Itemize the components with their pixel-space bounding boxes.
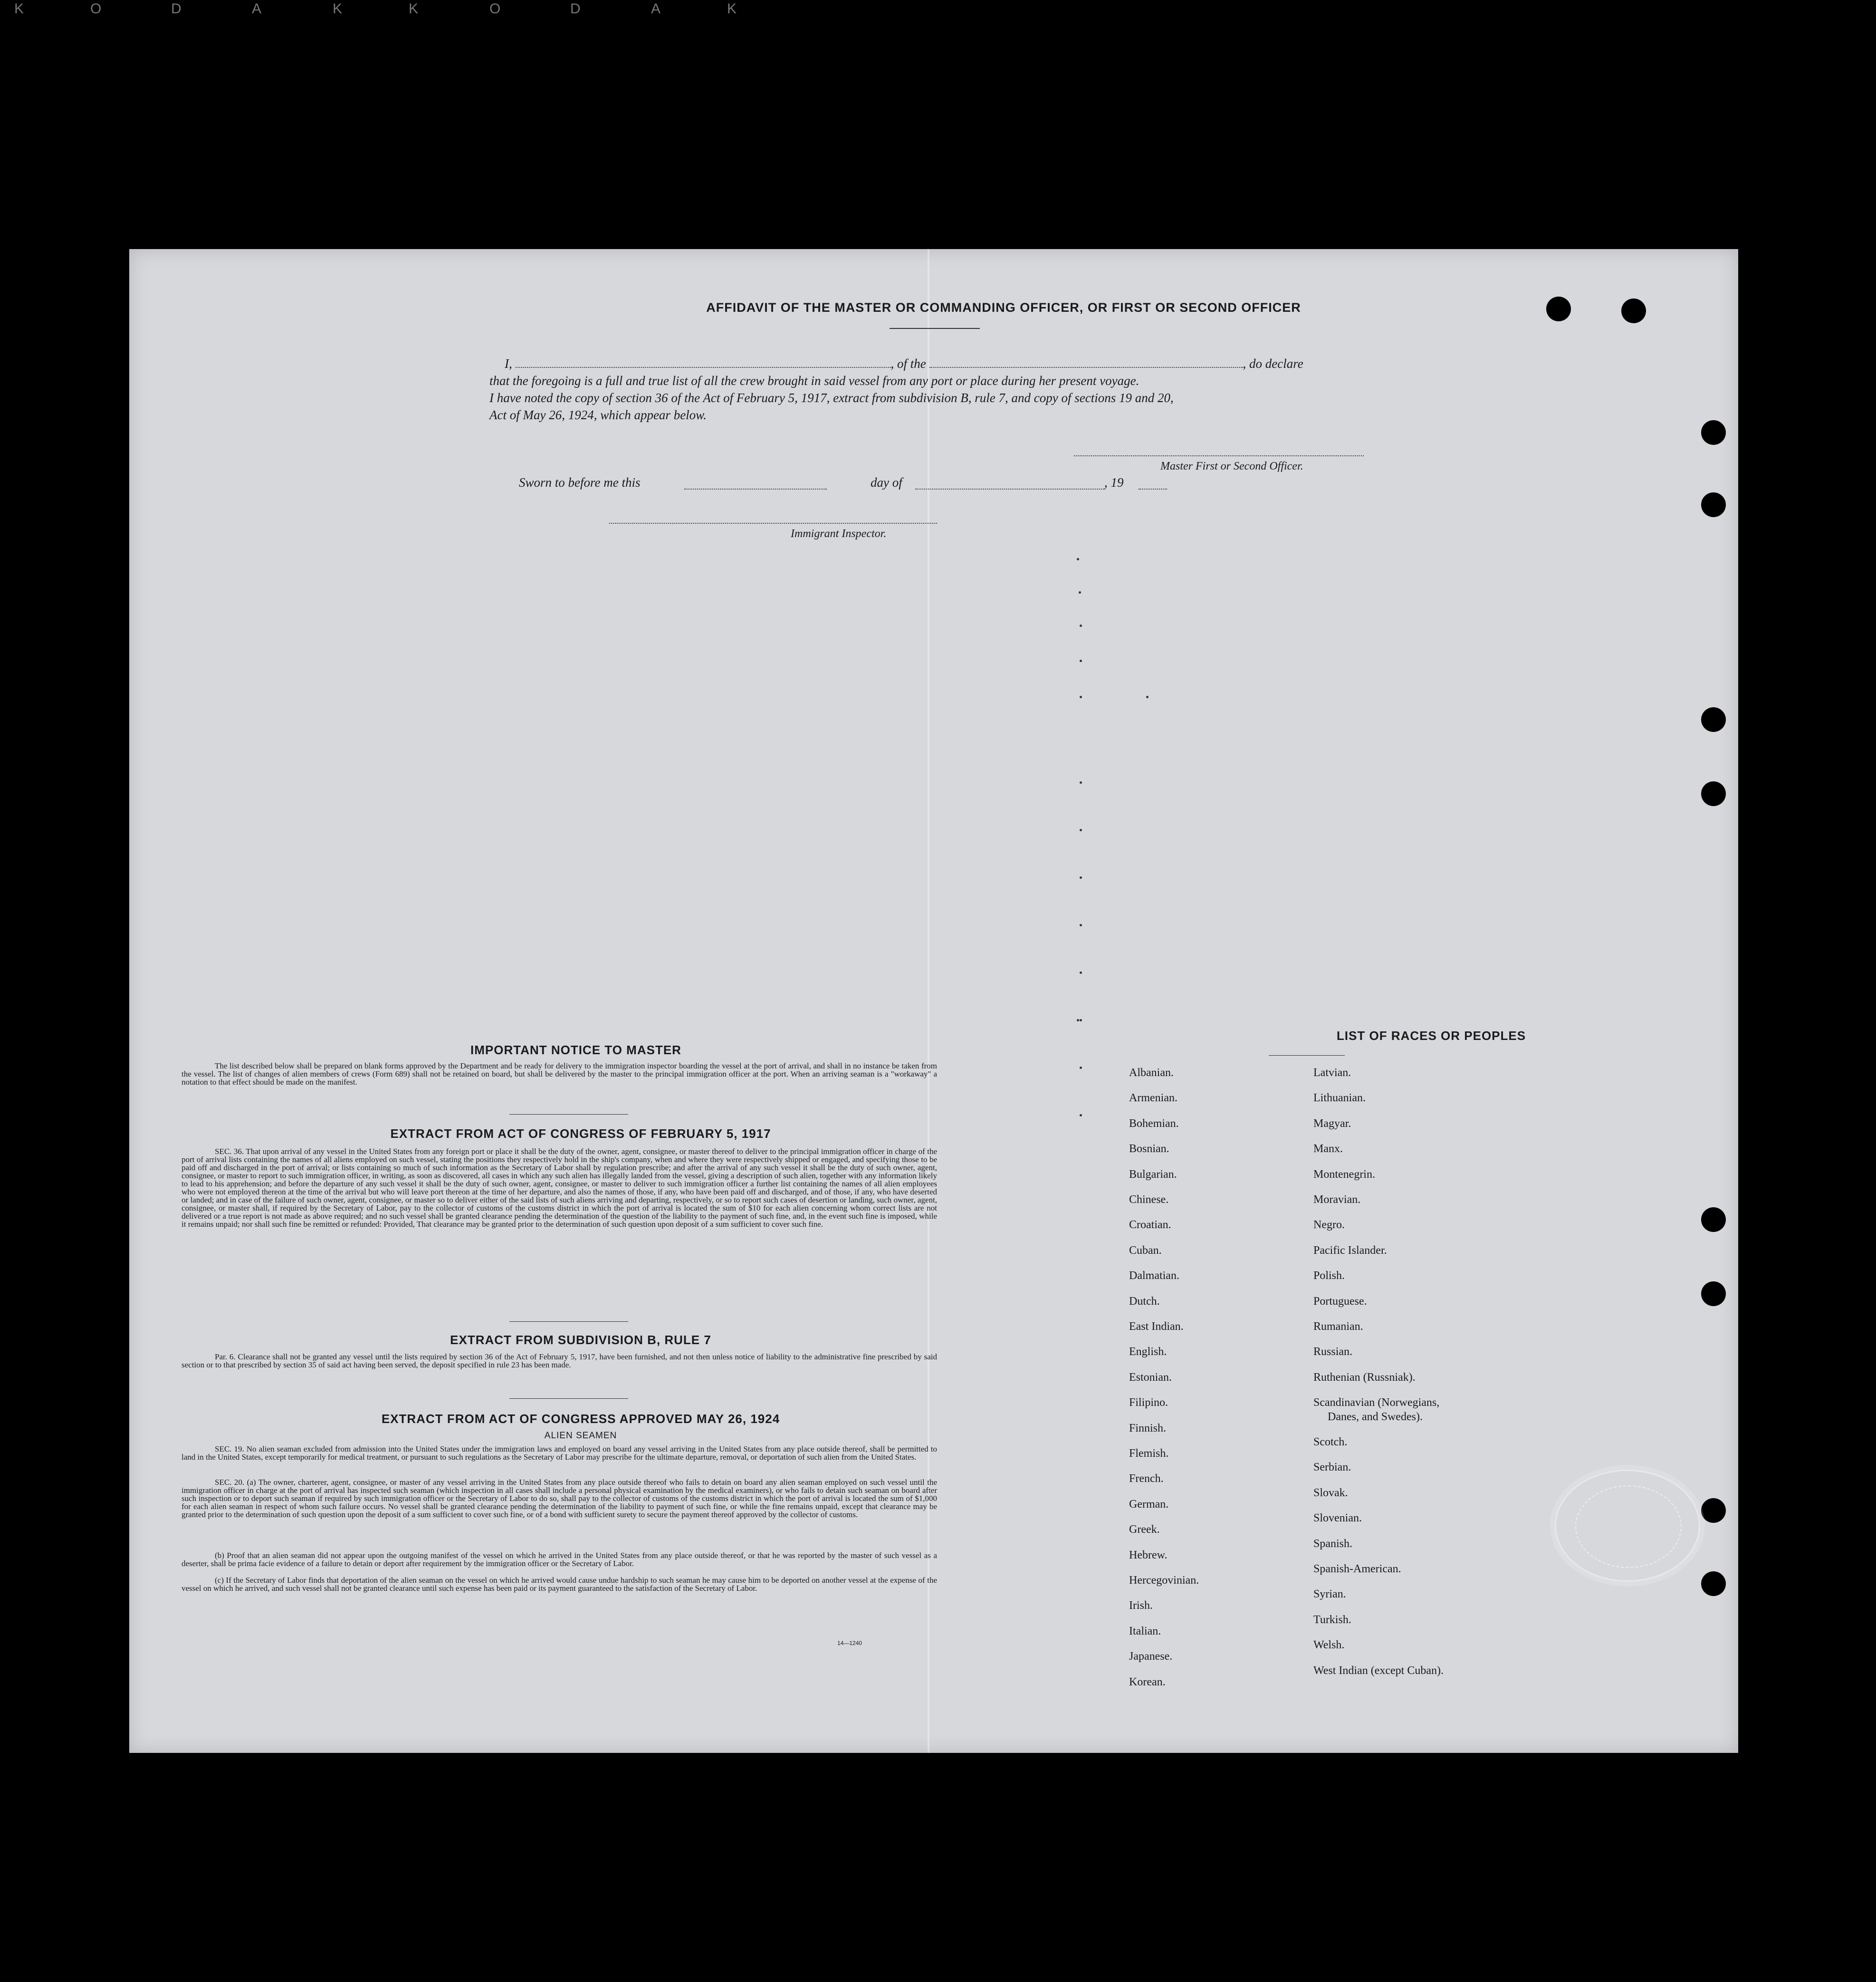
race-item: Filipino.: [1129, 1396, 1168, 1409]
race-item: Spanish.: [1313, 1537, 1353, 1550]
speck: [1080, 1114, 1082, 1116]
year-label: , 19: [1104, 475, 1124, 490]
race-item: Polish.: [1313, 1270, 1345, 1282]
section-rule: [509, 1398, 628, 1399]
document-sheet: [129, 249, 1738, 1753]
alien-seamen-heading: ALIEN SEAMEN: [544, 1431, 617, 1441]
race-item: Serbian.: [1313, 1461, 1351, 1474]
affidavit-title: AFFIDAVIT OF THE MASTER OR COMMANDING OFFICER, OR FIRST OR SECOND OFFICER: [706, 300, 1301, 315]
race-item: Chinese.: [1129, 1193, 1169, 1206]
race-item: Greek.: [1129, 1523, 1160, 1536]
master-signature-line[interactable]: [1074, 455, 1364, 456]
race-item: Montenegrin.: [1313, 1168, 1375, 1181]
race-item: Dalmatian.: [1129, 1270, 1179, 1282]
race-item: Spanish-American.: [1313, 1563, 1401, 1575]
affidavit-of-the: , of the: [890, 356, 926, 371]
speck: [1146, 696, 1149, 698]
film-mark-letter: D: [171, 1, 182, 17]
race-item: Negro.: [1313, 1219, 1345, 1232]
race-item: Croatian.: [1129, 1219, 1171, 1232]
sec-20b-body: (b) Proof that an alien seaman did not appear upon the outgoing manifest of the vessel on which he arrived in the United States from any place outside thereof, or that he was reported by the master of such vessel as a deserter, shall be prima facie evidence of a failure to detain or deport after requirement by the immigration officer or the Secretary of Labor.: [182, 1551, 937, 1568]
punch-hole: [1701, 1281, 1726, 1306]
race-item: Pacific Islander.: [1313, 1244, 1387, 1257]
affidavit-line-3: I have noted the copy of section 36 of the Act of February 5, 1917, extract from subdivision B, rule 7, and copy of sections 19 and 20,: [489, 391, 1174, 405]
inspector-signature-line[interactable]: [609, 523, 937, 524]
form-number: 14—1240: [837, 1640, 862, 1646]
affidavit-declare: , do declare: [1243, 356, 1303, 371]
race-item: Korean.: [1129, 1675, 1166, 1688]
speck: [1080, 1067, 1082, 1069]
speck: [1080, 696, 1082, 698]
race-item: West Indian (except Cuban).: [1313, 1664, 1444, 1677]
races-title: LIST OF RACES OR PEOPLES: [1336, 1029, 1526, 1043]
race-item: Syrian.: [1313, 1588, 1346, 1601]
speck: [1080, 829, 1082, 831]
race-item: Portuguese.: [1313, 1295, 1367, 1308]
affidavit-line-1: [505, 356, 1407, 371]
race-item: Moravian.: [1313, 1193, 1361, 1206]
day-of-label: day of: [871, 475, 902, 490]
race-item: Scotch.: [1313, 1436, 1348, 1448]
race-item: Cuban.: [1129, 1244, 1162, 1257]
race-item: Danes, and Swedes).: [1328, 1410, 1423, 1423]
race-item: Lithuanian.: [1313, 1092, 1366, 1105]
race-item: French.: [1129, 1472, 1164, 1485]
punch-hole: [1621, 298, 1646, 323]
race-item: Albanian.: [1129, 1067, 1174, 1079]
sec-19-body: SEC. 19. No alien seaman excluded from admission into the United States under the immigration laws and employed on board any vessel arriving in the United States from any place outside thereof, shall be permitted to land in the United States, except temporarily for medical treatment, or pursuant to such regulations as the Secretary of Labor may prescribe for the ultimate departure, removal, or deportation of such alien from the United States.: [182, 1444, 937, 1462]
race-item: Irish.: [1129, 1599, 1153, 1612]
film-mark-letter: O: [489, 1, 501, 17]
sec-20c-body: (c) If the Secretary of Labor finds that deportation of the alien seaman on the vessel on which he arrived would cause undue hardship to such seaman he may cause him to be deported on another vessel at the expense of the vessel on which he arrived, and such vessel shall not be granted clearance until such expense has been paid or its payment guaranteed to the satisfaction of the Secretary of Labor.: [182, 1576, 937, 1593]
punch-hole: [1701, 492, 1726, 517]
speck: [1079, 591, 1081, 594]
affidavit-i: I,: [505, 356, 512, 371]
notice-title: IMPORTANT NOTICE TO MASTER: [470, 1043, 681, 1057]
race-item: Hercegovinian.: [1129, 1574, 1199, 1587]
film-mark-letter: K: [333, 1, 343, 17]
speck: [1080, 876, 1082, 879]
race-item: Latvian.: [1313, 1067, 1351, 1079]
race-item: Russian.: [1313, 1346, 1353, 1358]
sec-20a-body: SEC. 20. (a) The owner, charterer, agent, consignee, or master of any vessel arriving in the United States from any place outside thereof who fails to detain on board any alien seaman employed on such vessel until the immigration officer in charge at the port of arrival has inspected such seaman (which inspection in all cases shall include a personal physical examination by the medical examiners), or who fails to detain such seaman on board after such inspection or to deport such seaman if required by such immigration officer or the Secretary of Labor to do so, shall pay to the collector of customs of the customs district in which the port of arrival is located the sum of $1,000 for each alien seaman in respect of whom such failure occurs. No vessel shall be granted clearance pending the determination of the liability to payment of such fine, or while the fine remains unpaid, except that clearance may be granted prior to the determination of such question upon the deposit of a sum sufficient to cover such fine, or of a bond with sufficient surety to secure the payment thereof approved by the collector of customs.: [182, 1478, 937, 1519]
film-mark-letter: A: [651, 1, 661, 17]
embossed-seal: [1555, 1470, 1700, 1582]
race-item: Hebrew.: [1129, 1549, 1168, 1561]
speck: [1080, 625, 1082, 627]
sworn-month-blank[interactable]: [915, 489, 1105, 490]
speck: [1077, 1019, 1079, 1021]
sworn-before-label: Sworn to before me this: [519, 475, 641, 490]
race-item: Bulgarian.: [1129, 1168, 1177, 1181]
master-signature-label: Master First or Second Officer.: [1160, 460, 1303, 472]
notice-body: The list described below shall be prepared on blank forms approved by the Department and be ready for delivery to the immigration inspector boarding the vessel at the port of arrival, and shall in no instance be taken from the vessel. The list of changes of alien members of crews (Form 689) shall not be retained on board, but shall be delivered by the master to the principal immigration officer at the port. When an arriving seaman is a "workaway" a notation to that effect should be made on the manifest.: [182, 1061, 937, 1087]
film-mark-letter: K: [14, 1, 24, 17]
film-mark-letter: K: [409, 1, 419, 17]
race-item: Turkish.: [1313, 1613, 1351, 1626]
speck: [1077, 558, 1079, 560]
punch-hole: [1701, 707, 1726, 732]
punch-hole: [1701, 1571, 1726, 1596]
inspector-signature-label: Immigrant Inspector.: [791, 528, 887, 540]
race-item: Dutch.: [1129, 1295, 1160, 1308]
speck: [1080, 924, 1082, 926]
races-rule: [1269, 1055, 1345, 1056]
race-item: English.: [1129, 1346, 1167, 1358]
race-item: Scandinavian (Norwegians,: [1313, 1396, 1440, 1409]
race-item: German.: [1129, 1498, 1169, 1511]
speck: [1080, 1019, 1082, 1021]
affidavit-line-4: Act of May 26, 1924, which appear below.: [489, 408, 707, 422]
race-item: Estonian.: [1129, 1371, 1172, 1384]
speck: [1080, 972, 1082, 974]
race-item: Magyar.: [1313, 1117, 1351, 1130]
punch-hole: [1546, 297, 1571, 321]
race-item: East Indian.: [1129, 1320, 1184, 1333]
film-mark-letter: D: [570, 1, 581, 17]
race-item: Bosnian.: [1129, 1143, 1169, 1155]
punch-hole: [1701, 420, 1726, 445]
extract-1917-body: SEC. 36. That upon arrival of any vessel in the United States from any foreign port or place it shall be the duty of the owner, agent, consignee, or master thereof to deliver to the principal immigration officer in charge of the port of arrival lists containing the names of all aliens employed on such vessel, stating the positions they respectively hold in the ship's company, when and where they were respectively shipped or engaged, and specifying those to be paid off and discharged in the port of arrival; or lists containing so much of such information as the Secretary of Labor shall by regulation prescribe; and after the arrival of any such vessel it shall be the duty of such owner, agent, consignee, or master to report to such immigration officer, in writing, as soon as discovered, all cases in which any such alien has illegally landed from the vessel, giving a description of such alien, together with any information likely to lead to his apprehension; and before the departure of any such vessel it shall be the duty of such owner, agent, consignee, or master to deliver to such immigration officer a further list containing the names of all alien employees who were not employed thereon at the time of the arrival but who will leave port thereon at the time of her departure, and also the names of those, if any, who have been paid off and discharged, and of those, if any, who have deserted or landed; and in case of the failure of such owner, agent, consignee, or master so to deliver either of the said lists of such aliens arriving and departing, respectively, or so to report such cases of desertion or landing, such owner, agent, consignee, or master shall, if required by the Secretary of Labor, pay to the collector of customs of the customs district in which the port of arrival is located the sum of $10 for each alien concerning whom correct lists are not delivered or a true report is not made as above required; and no such vessel shall be granted clearance pending the determination of the question of the liability to the payment of such fine, and, in the event such fine is imposed, while it remains unpaid; nor shall such fine be remitted or refunded: Provided, That clearance may be granted prior to the determination of such question upon deposit of a sum sufficient to cover such fine.: [182, 1147, 937, 1229]
rule7-title: EXTRACT FROM SUBDIVISION B, RULE 7: [450, 1333, 711, 1347]
race-item: Manx.: [1313, 1143, 1343, 1155]
fold-line: [928, 249, 929, 1753]
race-item: Armenian.: [1129, 1092, 1177, 1105]
sworn-day-blank[interactable]: [684, 489, 827, 490]
race-item: Slovak.: [1313, 1486, 1348, 1499]
race-item: Welsh.: [1313, 1639, 1345, 1652]
vessel-blank[interactable]: [929, 357, 1243, 368]
punch-hole: [1701, 1207, 1726, 1232]
race-item: Italian.: [1129, 1625, 1161, 1637]
extract-1917-title: EXTRACT FROM ACT OF CONGRESS OF FEBRUARY 5, 1917: [390, 1126, 771, 1141]
film-edge-marks: [0, 0, 1876, 19]
race-item: Slovenian.: [1313, 1512, 1362, 1525]
name-blank[interactable]: [516, 357, 891, 368]
sworn-year-blank[interactable]: [1139, 489, 1167, 490]
title-rule: [890, 328, 980, 329]
affidavit-line-2: that the foregoing is a full and true list of all the crew brought in said vessel from any port or place during her present voyage.: [489, 374, 1139, 388]
film-mark-letter: K: [727, 1, 737, 17]
extract-1924-title: EXTRACT FROM ACT OF CONGRESS APPROVED MAY 26, 1924: [381, 1412, 780, 1426]
film-mark-letter: O: [90, 1, 102, 17]
race-item: Ruthenian (Russniak).: [1313, 1371, 1416, 1384]
rule7-body: Par. 6. Clearance shall not be granted any vessel until the lists required by section 36 of the Act of February 5, 1917, have been furnished, and not then unless notice of liability to the administrative fine prescribed by said section or to that prescribed by section 35 of said act having been served, the deposit specified in rule 23 has been made.: [182, 1352, 937, 1369]
seal-inner-ring: [1575, 1485, 1682, 1568]
race-item: Bohemian.: [1129, 1117, 1179, 1130]
punch-hole: [1701, 781, 1726, 806]
section-rule: [509, 1114, 628, 1115]
section-rule: [509, 1321, 628, 1322]
race-item: Finnish.: [1129, 1422, 1167, 1434]
film-mark-letter: A: [252, 1, 262, 17]
punch-hole: [1701, 1498, 1726, 1523]
speck: [1080, 660, 1082, 662]
race-item: Japanese.: [1129, 1650, 1173, 1663]
race-item: Rumanian.: [1313, 1320, 1363, 1333]
speck: [1080, 781, 1082, 784]
race-item: Flemish.: [1129, 1447, 1169, 1460]
